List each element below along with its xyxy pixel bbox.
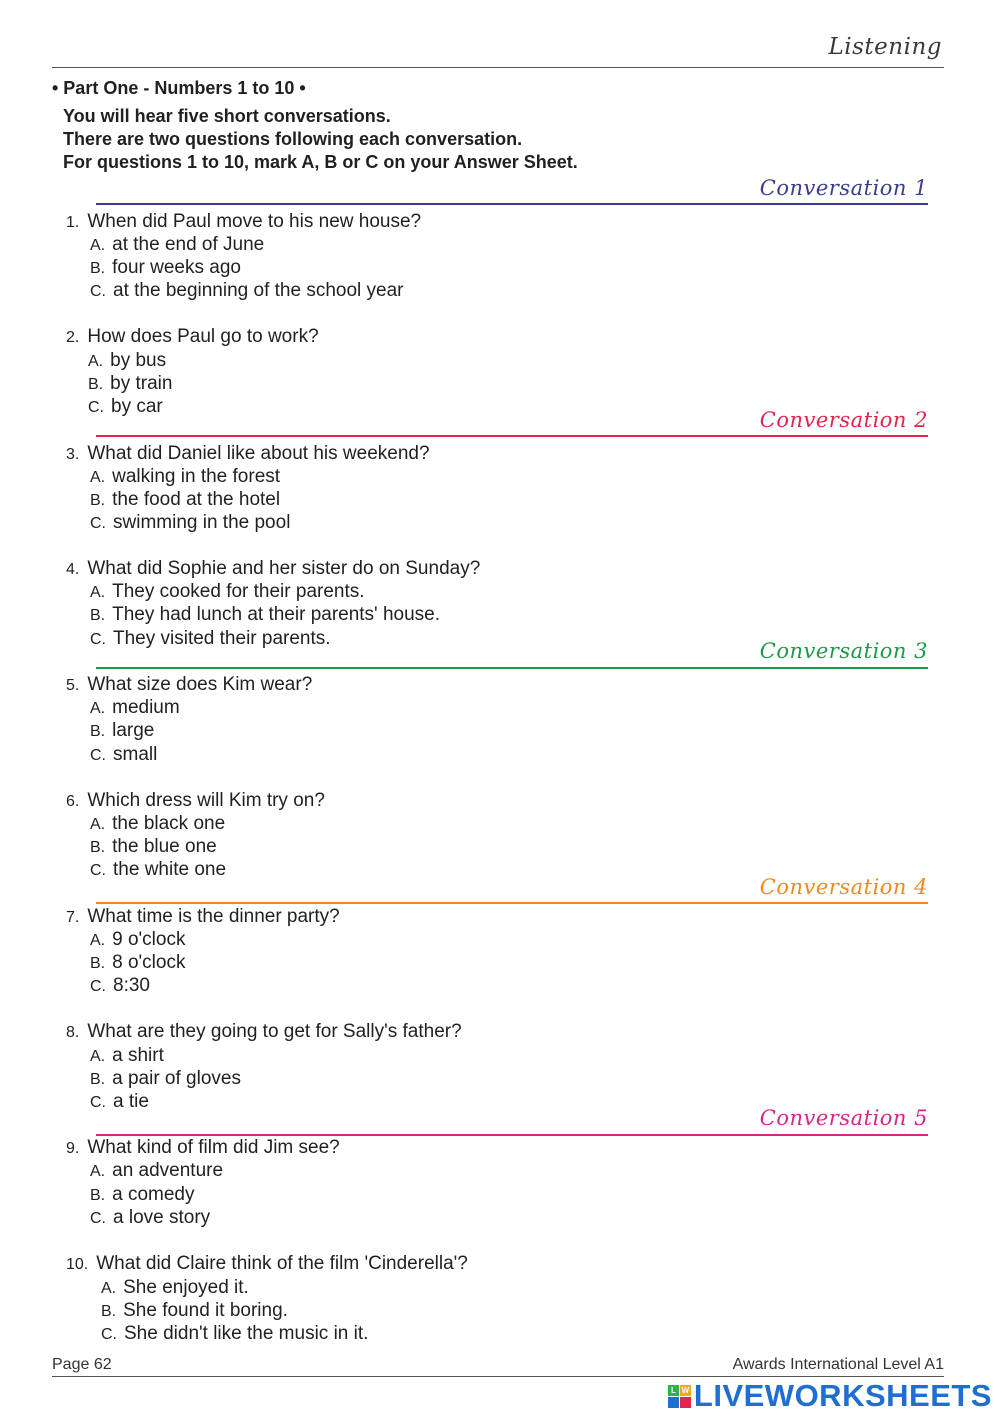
answer-option[interactable] [101, 1300, 288, 1322]
option-letter: B. [101, 1303, 117, 1320]
answer-option[interactable] [88, 350, 166, 372]
option-text: They visited their parents. [113, 628, 331, 649]
logo-tile: W [681, 1385, 690, 1395]
question-item [66, 443, 430, 465]
question-number: 6. [66, 793, 80, 810]
conversation-divider [96, 902, 928, 904]
option-text: 8 o'clock [112, 952, 186, 973]
option-text: small [113, 744, 158, 765]
instruction-line: There are two questions following each conversation. [63, 129, 523, 149]
conversation-label: Conversation 5 [759, 1106, 928, 1130]
answer-option[interactable] [90, 234, 264, 256]
option-letter: B. [90, 492, 106, 509]
answer-option[interactable] [90, 628, 331, 650]
question-item [66, 1137, 340, 1159]
option-letter: A. [90, 469, 106, 486]
question-text: What did Claire think of the film 'Cinderella'? [96, 1253, 468, 1274]
option-text: She found it boring. [123, 1300, 288, 1321]
level-label: Awards International Level A1 [732, 1356, 944, 1373]
question-text: What time is the dinner party? [87, 906, 340, 927]
answer-option[interactable] [90, 1068, 241, 1090]
section-title: Listening [828, 34, 942, 60]
option-text: large [112, 720, 155, 741]
option-letter: A. [90, 1048, 106, 1065]
option-text: a tie [113, 1091, 149, 1112]
option-text: swimming in the pool [113, 512, 291, 533]
question-text: What did Daniel like about his weekend? [87, 443, 430, 464]
option-text: walking in the forest [112, 466, 281, 487]
option-letter: A. [90, 932, 106, 949]
question-item [66, 558, 480, 580]
answer-option[interactable] [90, 466, 280, 488]
option-text: medium [112, 697, 180, 718]
option-letter: C. [90, 283, 106, 300]
option-text: the white one [113, 859, 227, 880]
page-number: Page 62 [52, 1356, 112, 1373]
answer-option[interactable] [90, 975, 150, 997]
liveworksheets-icon [668, 1385, 691, 1408]
option-letter: C. [90, 1210, 106, 1227]
conversation-label: Conversation 1 [759, 176, 928, 200]
option-text: 8:30 [113, 975, 150, 996]
conversation-label: Conversation 2 [759, 408, 928, 432]
answer-option[interactable] [90, 697, 180, 719]
answer-option[interactable] [90, 489, 280, 511]
question-item [66, 211, 421, 233]
question-item [66, 674, 312, 696]
question-item [66, 1253, 468, 1275]
question-text: When did Paul move to his new house? [87, 211, 422, 232]
answer-option[interactable] [90, 1160, 223, 1182]
question-item [66, 906, 340, 928]
option-letter: A. [88, 353, 104, 370]
header-divider [52, 67, 944, 68]
question-text: What did Sophie and her sister do on Sunday? [87, 558, 481, 579]
answer-option[interactable] [90, 1091, 149, 1113]
instruction-line: For questions 1 to 10, mark A, B or C on your Answer Sheet. [63, 152, 578, 172]
option-text: She didn't like the music in it. [124, 1323, 369, 1344]
option-letter: C. [90, 978, 106, 995]
answer-option[interactable] [90, 720, 154, 742]
option-letter: A. [101, 1280, 117, 1297]
question-item [66, 790, 325, 812]
option-text: a shirt [112, 1045, 164, 1066]
question-number: 9. [66, 1140, 80, 1157]
option-letter: C. [88, 399, 104, 416]
option-letter: B. [90, 1071, 106, 1088]
option-letter: C. [101, 1326, 117, 1343]
option-text: the blue one [112, 836, 217, 857]
logo-tile [668, 1397, 679, 1408]
conversation-divider [96, 1134, 928, 1136]
conversation-label: Conversation 3 [759, 639, 928, 663]
option-text: the black one [112, 813, 226, 834]
answer-option[interactable] [90, 859, 226, 881]
question-number: 1. [66, 214, 80, 231]
option-text: an adventure [112, 1160, 224, 1181]
question-item [66, 1021, 462, 1043]
answer-option[interactable] [90, 836, 217, 858]
answer-option[interactable] [90, 581, 365, 603]
option-text: by car [111, 396, 163, 417]
instruction-line: You will hear five short conversations. [63, 106, 391, 126]
option-text: at the beginning of the school year [113, 280, 404, 301]
conversation-divider [96, 203, 928, 205]
option-letter: B. [90, 1187, 106, 1204]
answer-option[interactable] [88, 396, 163, 418]
option-text: at the end of June [112, 234, 265, 255]
option-text: 9 o'clock [112, 929, 186, 950]
logo-text: LIVEWORKSHEETS [693, 1378, 992, 1413]
option-letter: A. [90, 1163, 106, 1180]
option-text: a love story [113, 1207, 211, 1228]
answer-option[interactable] [90, 744, 157, 766]
question-number: 3. [66, 446, 80, 463]
conversation-divider [96, 435, 928, 437]
option-text: by train [110, 373, 173, 394]
conversation-divider [96, 667, 928, 669]
question-text: What kind of film did Jim see? [87, 1137, 340, 1158]
option-letter: C. [90, 862, 106, 879]
question-number: 8. [66, 1024, 80, 1041]
option-text: She enjoyed it. [123, 1277, 249, 1298]
option-letter: B. [90, 723, 106, 740]
question-item [66, 326, 319, 348]
answer-option[interactable] [101, 1277, 249, 1299]
question-text: What are they going to get for Sally's father? [87, 1021, 462, 1042]
option-letter: A. [90, 816, 106, 833]
option-letter: B. [88, 376, 104, 393]
option-text: a comedy [112, 1184, 195, 1205]
question-text: What size does Kim wear? [87, 674, 313, 695]
answer-option[interactable] [90, 1184, 195, 1206]
option-letter: A. [90, 237, 106, 254]
answer-option[interactable] [90, 257, 241, 279]
option-text: They cooked for their parents. [112, 581, 365, 602]
option-letter: B. [90, 607, 106, 624]
option-text: by bus [110, 350, 167, 371]
question-text: How does Paul go to work? [87, 326, 319, 347]
question-number: 10. [66, 1256, 89, 1273]
option-text: four weeks ago [112, 257, 241, 278]
question-number: 7. [66, 909, 80, 926]
option-letter: B. [90, 955, 106, 972]
option-letter: A. [90, 584, 106, 601]
conversation-label: Conversation 4 [759, 875, 928, 899]
answer-option[interactable] [90, 813, 225, 835]
option-letter: C. [90, 1094, 106, 1111]
question-number: 4. [66, 561, 80, 578]
question-number: 5. [66, 677, 80, 694]
option-letter: C. [90, 631, 106, 648]
option-letter: C. [90, 515, 106, 532]
logo-tile: L [668, 1385, 679, 1396]
footer-divider [52, 1376, 944, 1377]
option-text: the food at the hotel [112, 489, 281, 510]
liveworksheets-logo [668, 1378, 992, 1414]
logo-tile [680, 1397, 691, 1408]
option-text: They had lunch at their parents' house. [112, 604, 441, 625]
question-number: 2. [66, 329, 80, 346]
answer-option[interactable] [90, 929, 185, 951]
option-letter: B. [90, 839, 106, 856]
part-title: • Part One - Numbers 1 to 10 • [52, 78, 306, 98]
answer-option[interactable] [101, 1323, 368, 1345]
option-letter: C. [90, 747, 106, 764]
question-text: Which dress will Kim try on? [87, 790, 325, 811]
option-letter: B. [90, 260, 106, 277]
answer-option[interactable] [90, 952, 185, 974]
option-text: a pair of gloves [112, 1068, 241, 1089]
answer-option[interactable] [90, 604, 440, 626]
option-letter: A. [90, 700, 106, 717]
answer-option[interactable] [90, 512, 290, 534]
answer-option[interactable] [90, 1045, 164, 1067]
answer-option[interactable] [88, 373, 172, 395]
answer-option[interactable] [90, 1207, 210, 1229]
answer-option[interactable] [90, 280, 403, 302]
